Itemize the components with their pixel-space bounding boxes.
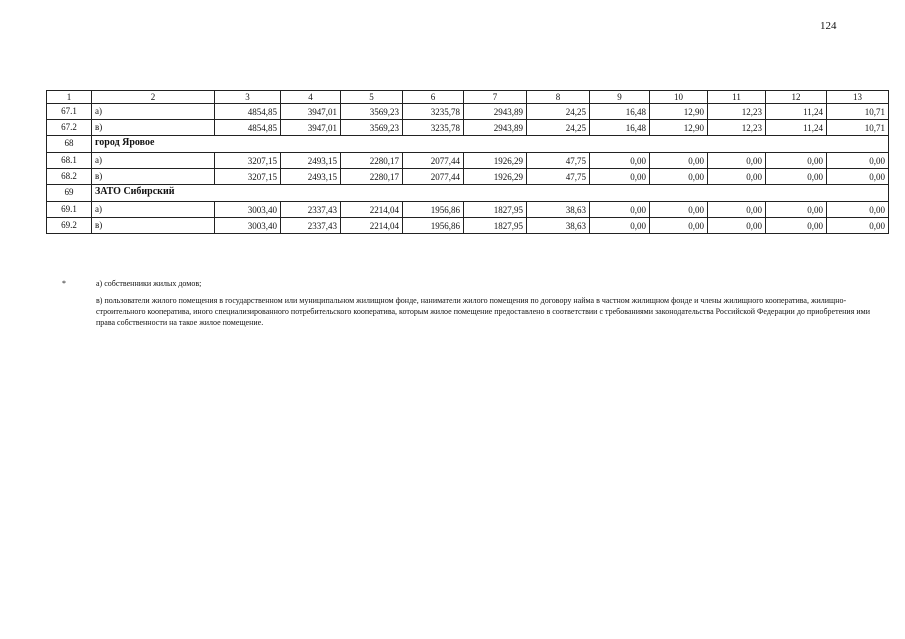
row-label: в): [92, 169, 215, 185]
table-row: [47, 218, 889, 234]
header-row: [47, 91, 889, 104]
value-cell: 0,00: [766, 169, 827, 185]
value-cell: 12,90: [650, 104, 708, 120]
footnotes: [62, 278, 882, 328]
row-code: 67.1: [47, 104, 92, 120]
value-cell: 2337,43: [281, 202, 341, 218]
value-cell: 0,00: [708, 153, 766, 169]
value-cell: 0,00: [766, 218, 827, 234]
value-cell: 0,00: [650, 202, 708, 218]
value-cell: 24,25: [527, 104, 590, 120]
value-cell: 38,63: [527, 202, 590, 218]
value-cell: 0,00: [827, 153, 889, 169]
footnote-asterisk: *: [62, 279, 66, 288]
column-header: 5: [341, 91, 403, 104]
row-label: а): [92, 104, 215, 120]
value-cell: 2943,89: [464, 104, 527, 120]
column-header: 11: [708, 91, 766, 104]
row-label: в): [92, 218, 215, 234]
section-row: [47, 136, 889, 153]
table-body: [47, 104, 889, 234]
value-cell: 0,00: [650, 218, 708, 234]
row-code: 68.2: [47, 169, 92, 185]
row-code: 68.1: [47, 153, 92, 169]
value-cell: 0,00: [708, 202, 766, 218]
value-cell: 0,00: [708, 218, 766, 234]
value-cell: 12,23: [708, 120, 766, 136]
column-header: 10: [650, 91, 708, 104]
footnote-a-text: а) собственники жилых домов;: [96, 279, 202, 288]
value-cell: 0,00: [650, 169, 708, 185]
value-cell: 1956,86: [403, 218, 464, 234]
section-row: [47, 185, 889, 202]
value-cell: 0,00: [590, 169, 650, 185]
value-cell: 11,24: [766, 104, 827, 120]
value-cell: 0,00: [827, 202, 889, 218]
value-cell: 3947,01: [281, 104, 341, 120]
row-code: 67.2: [47, 120, 92, 136]
value-cell: 3207,15: [215, 169, 281, 185]
value-cell: 0,00: [827, 169, 889, 185]
value-cell: 0,00: [766, 202, 827, 218]
value-cell: 0,00: [590, 202, 650, 218]
footnote-v: [62, 295, 882, 328]
value-cell: 1827,95: [464, 202, 527, 218]
table-row: [47, 120, 889, 136]
row-code: 68: [47, 136, 92, 153]
value-cell: 2493,15: [281, 153, 341, 169]
section-title: город Яровое: [92, 136, 215, 153]
value-cell: 2493,15: [281, 169, 341, 185]
value-cell: 16,48: [590, 120, 650, 136]
value-cell: 11,24: [766, 120, 827, 136]
value-cell: 2077,44: [403, 169, 464, 185]
value-cell: 12,23: [708, 104, 766, 120]
table-row: [47, 202, 889, 218]
row-label: а): [92, 202, 215, 218]
row-code: 69.2: [47, 218, 92, 234]
row-code: 69.1: [47, 202, 92, 218]
value-cell: 3235,78: [403, 104, 464, 120]
value-cell: 24,25: [527, 120, 590, 136]
value-cell: 47,75: [527, 169, 590, 185]
value-cell: 1926,29: [464, 169, 527, 185]
table-row: [47, 104, 889, 120]
value-cell: 3003,40: [215, 202, 281, 218]
value-cell: 2280,17: [341, 169, 403, 185]
value-cell: 0,00: [766, 153, 827, 169]
value-cell: 2280,17: [341, 153, 403, 169]
column-header: 3: [215, 91, 281, 104]
value-cell: 0,00: [708, 169, 766, 185]
page-number: 124: [820, 20, 837, 32]
value-cell: 10,71: [827, 104, 889, 120]
value-cell: 3003,40: [215, 218, 281, 234]
value-cell: 2214,04: [341, 202, 403, 218]
value-cell: 4854,85: [215, 104, 281, 120]
row-label: а): [92, 153, 215, 169]
table-row: [47, 153, 889, 169]
footnote-a: [62, 278, 882, 289]
column-header: 13: [827, 91, 889, 104]
value-cell: 10,71: [827, 120, 889, 136]
value-cell: 4854,85: [215, 120, 281, 136]
value-cell: 2337,43: [281, 218, 341, 234]
section-title: ЗАТО Сибирский: [92, 185, 215, 202]
value-cell: 16,48: [590, 104, 650, 120]
column-header: 1: [47, 91, 92, 104]
value-cell: 3207,15: [215, 153, 281, 169]
value-cell: 2077,44: [403, 153, 464, 169]
column-header: 9: [590, 91, 650, 104]
value-cell: 1827,95: [464, 218, 527, 234]
column-header: 12: [766, 91, 827, 104]
column-header: 7: [464, 91, 527, 104]
column-header: 4: [281, 91, 341, 104]
column-header: 6: [403, 91, 464, 104]
value-cell: 38,63: [527, 218, 590, 234]
value-cell: 3235,78: [403, 120, 464, 136]
value-cell: 3569,23: [341, 104, 403, 120]
value-cell: 12,90: [650, 120, 708, 136]
value-cell: 3569,23: [341, 120, 403, 136]
column-header: 8: [527, 91, 590, 104]
value-cell: 47,75: [527, 153, 590, 169]
table-row: [47, 169, 889, 185]
value-cell: 0,00: [590, 153, 650, 169]
row-code: 69: [47, 185, 92, 202]
value-cell: 1926,29: [464, 153, 527, 169]
value-cell: 0,00: [827, 218, 889, 234]
row-label: в): [92, 120, 215, 136]
footnote-v-text: в) пользователи жилого помещения в государственном или муниципальном жилищном фонде, наниматели жилого помещения по договору найма в частном жилищном фонде и члены жилищного кооператива, жилищно-строительного кооператива, иного специализированного потребительского кооператива, которым жилое помещение предоставлено в соответствии с требованиями законодательства Российской Федерации до приобретения ими права собственности на такое жилое помещение.: [96, 296, 871, 327]
value-cell: 3947,01: [281, 120, 341, 136]
value-cell: 0,00: [590, 218, 650, 234]
value-cell: 1956,86: [403, 202, 464, 218]
tariff-table: [46, 90, 889, 234]
column-header: 2: [92, 91, 215, 104]
value-cell: 2943,89: [464, 120, 527, 136]
value-cell: 0,00: [650, 153, 708, 169]
value-cell: 2214,04: [341, 218, 403, 234]
